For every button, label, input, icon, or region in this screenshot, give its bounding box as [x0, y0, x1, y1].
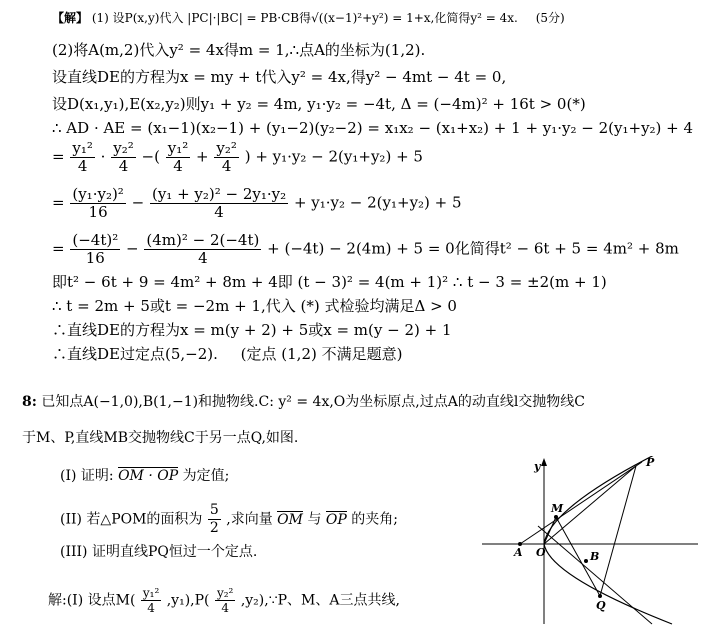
problem-number: 8: [22, 394, 37, 410]
label-b: B [590, 550, 600, 563]
minus-sign: − [131, 193, 145, 212]
solution-line-9: 即t² − 6t + 9 = 4m² + 8m + 4即 (t − 3)² = 4(m + 1)² ∴ t − 3 = ±2(m + 1) [52, 273, 607, 291]
fraction-y2sq-4-b: $\frac{\text{y₂²}}{4}$ [216, 139, 237, 175]
fraction-y1y2sq-16: $\frac{\text{(y₁·y₂)²}}{16}$ [72, 185, 124, 221]
question-2 [60, 502, 398, 537]
solution-8-line-1 [48, 586, 400, 615]
line-7-tail: + y₁·y₂ − 2(y₁+y₂) + 5 [293, 193, 462, 212]
line-6-tail: + y₁·y₂ − 2(y₁+y₂) + 5 [255, 147, 423, 166]
fraction-y1sq-4: $\frac{\text{y₁²}}{4}$ [72, 139, 93, 175]
line-mq [538, 526, 652, 624]
score-label: (5分) [535, 11, 565, 25]
solution-line-3: 设直线DE的方程为x = my + t代入y² = 4x,得y² − 4mt − 4t = 0, [52, 68, 507, 86]
q1-label: (I) 证明: [60, 468, 114, 484]
minus-sign: − [141, 147, 155, 166]
solution-line-2: (2)将A(m,2)代入y² = 4x得m = 1,∴点A的坐标为(1,2). [52, 41, 426, 59]
label-m: M [551, 502, 564, 515]
point-m [554, 515, 558, 519]
paren-close: ) [244, 147, 251, 166]
solution-line-11: ∴直线DE的方程为x = m(y + 2) + 5或x = m(y − 2) + 1 [52, 321, 452, 339]
sol8-part-a: 解:(I) 设点M( [48, 592, 136, 609]
solution-line-6 [52, 140, 423, 175]
sol8-part-c: ,y₂),∵P、M、A三点共线, [240, 592, 400, 609]
solution-line-7 [52, 186, 462, 221]
paren-open: ( [154, 147, 160, 166]
minus-sign: − [126, 239, 139, 258]
solution-part1: (1) 设P(x,y)代入 |PC|·|BC| = PB·CB得√((x−1)²+y²) = 1+x,化简得y² = 4x. [91, 11, 518, 25]
question-1 [60, 466, 229, 486]
equals-sign: = [52, 147, 65, 166]
point-b [584, 559, 588, 563]
equals-sign: = [52, 239, 65, 258]
parabola-figure [476, 456, 702, 626]
equals-sign: = [52, 193, 65, 212]
sol8-part-b: ,y₁),P( [166, 592, 210, 609]
solution-line-12 [52, 344, 402, 364]
solution-line-4: 设D(x₁,y₁),E(x₂,y₂)则y₁ + y₂ = 4m, y₁·y₂ = −4t, Δ = (−4m)² + 16t > 0(*) [52, 95, 586, 113]
segment-pq [600, 466, 636, 596]
solution-line-8 [52, 232, 679, 267]
plus-sign: + [196, 147, 209, 166]
solution-line-5: ∴ AD · AE = (x₁−1)(x₂−1) + (y₁−2)(y₂−2) = x₁x₂ − (x₁+x₂) + 1 + y₁·y₂ − 2(y₁+y₂) + 4 [52, 119, 694, 137]
fraction-5-2: $\frac{5}{2}$ [209, 502, 219, 536]
q2-mid: ,求向量 [226, 511, 273, 528]
parabola-curve [544, 456, 672, 624]
fraction-y1sq-4-b: $\frac{\text{y₁²}}{4}$ [167, 139, 189, 175]
solution-line-10: ∴ t = 2m + 5或t = −2m + 1,代入 (*) 式检验均满足Δ > 0 [52, 297, 457, 315]
fraction-sumsq-4: $\frac{\text{(y₁ + y₂)² − 2y₁·y₂}}{4}$ [151, 185, 287, 221]
solution-line-1 [52, 8, 565, 28]
y-axis-arrow [541, 458, 547, 466]
line-8-tail: + (−4t) − 2(4m) + 5 = 0化简得t² − 6t + 5 = 4m² + 8m [267, 239, 679, 258]
fixed-point-conclusion: ∴直线DE过定点(5,−2). [52, 345, 218, 363]
line-l [520, 462, 642, 544]
solution-head: 【解】 [52, 11, 89, 25]
q2-label: (II) 若△POM的面积为 [60, 511, 203, 528]
question-3: (III) 证明直线PQ恒过一个定点. [60, 544, 258, 560]
label-y: y [534, 460, 541, 473]
q2-tail: 的夹角; [351, 511, 398, 528]
label-o: O [536, 546, 546, 559]
label-p: P [646, 456, 655, 469]
vector-op: OP [325, 511, 347, 528]
q1-vector-product: OM · OP [118, 468, 179, 484]
label-q: Q [596, 599, 606, 612]
fraction-m4t-16: $\frac{\text{(−4t)²}}{16}$ [72, 231, 119, 267]
dot-sign: · [100, 147, 106, 166]
label-a: A [514, 546, 523, 559]
q2-and: 与 [307, 511, 322, 528]
fraction-y1sq-4-p8: $\frac{\text{y₁²}}{4}$ [142, 586, 160, 615]
fraction-y2sq-4: $\frac{\text{y₂²}}{4}$ [113, 139, 134, 175]
fraction-y2sq-4-p8: $\frac{\text{y₂²}}{4}$ [216, 586, 234, 615]
problem-8-statement: 已知点A(−1,0),B(1,−1)和抛物线.C: y² = 4x,O为坐标原点,过点A的动直线l交抛物线C [41, 394, 586, 410]
problem-8-line-1 [22, 392, 585, 412]
problem-8-line-2: 于M、P,直线MB交抛物线C于另一点Q,如图. [22, 430, 299, 446]
q1-tail: 为定值; [182, 468, 230, 484]
point-q [598, 594, 602, 598]
fraction-m4m-4: $\frac{\text{(4m)² − 2(−4t)}}{4}$ [146, 231, 260, 267]
fixed-point-note: (定点 (1,2) 不满足题意) [240, 345, 403, 363]
vector-om: OM [277, 511, 303, 528]
